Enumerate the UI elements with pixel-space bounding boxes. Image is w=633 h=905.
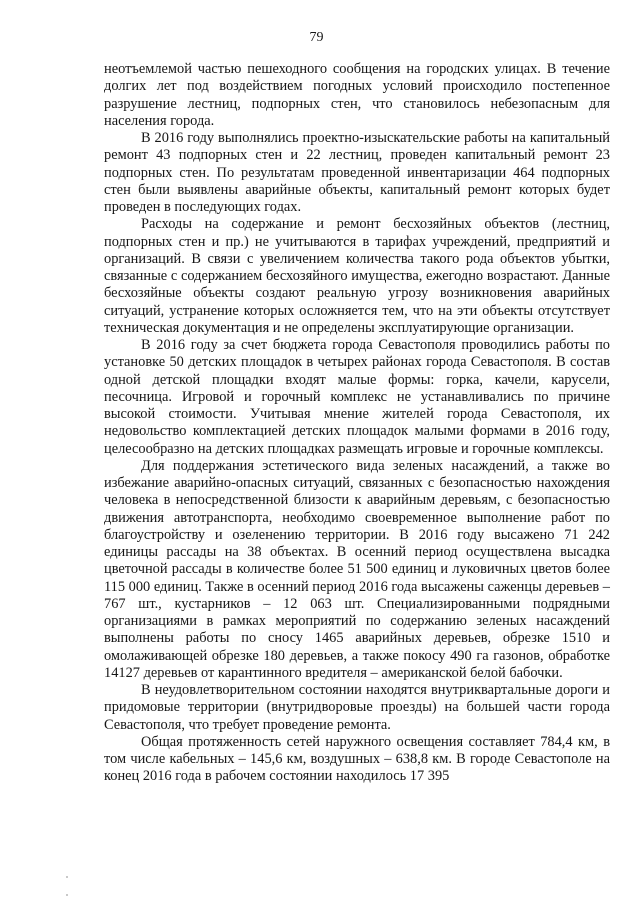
paragraph-retaining-walls-2016: В 2016 году выполнялись проектно-изыскательские работы на капитальный ремонт 43 подпорных стен и 22 лестниц, проведен капитальный ремонт 23 подпорных стен. По результатам проведенной инвентаризации 464 подпорных стен были выявлены аварийные объекты, капитальный ремонт которых будет проведен в последующих годах. <box>104 130 610 215</box>
paragraph-ownerless-objects: Расходы на содержание и ремонт бесхозяйных объектов (лестниц, подпорных стен и пр.) не учитываются в тарифах учреждений, предприятий и организаций. В связи с увеличением количества такого рода объектов убытки, связанные с содержанием бесхозяйного имущества, ежегодно возрастают. Данные бесхозяйные объекты создают реальную угрозу возникновения аварийных ситуаций, устранение которых осложняется тем, что на эти объекты отсутствует техническая документация и не определены эксплуатирующие организации. <box>104 216 610 336</box>
paragraph-stairs-continuation: неотъемлемой частью пешеходного сообщения на городских улицах. В течение долгих лет под воздействием погодных условий происходило постепенное разрушение лестниц, подпорных стен, что становилось небезопасным для населения города. <box>104 61 610 129</box>
scan-speck <box>66 876 68 878</box>
paragraph-green-spaces: Для поддержания эстетического вида зеленых насаждений, а также во избежание аварийно-опасных ситуаций, связанных с безопасностью нахождения человека в непосредственной близости к аварийным деревьям, с безопасностью движения автотранспорта, необходимо своевременное выполнение работ по благоустройству и озеленению территории. В 2016 году высажено 71 242 единицы рассады на 38 объектах. В осенний период осуществлена высадка цветочной рассады в количестве более 51 500 единиц и луковичных цветов более 115 000 единиц. Также в осенний период 2016 года высажены саженцы деревьев – 767 шт., кустарников – 12 063 шт. Специализированными подрядными организациями в рамках мероприятий по содержанию зеленых насаждений выполнены работы по сносу 1465 аварийных деревьев, обрезке 1510 и омолаживающей обрезке 180 деревьев, а также покосу 490 га газонов, обработке 14127 деревьев от карантинного вредителя – американской белой бабочки. <box>104 457 610 681</box>
scan-speck <box>66 894 68 896</box>
paragraph-playgrounds: В 2016 году за счет бюджета города Севастополя проводились работы по установке 50 детских площадок в четырех районах города Севастополя. В состав одной детской площадки входят малые формы: горка, качели, карусели, песочница. Игровой и горочный комплекс не устанавливались по причине высокой стоимости. Учитывая мнение жителей города Севастополя, их недовольство комплектацией детских площадок малыми формами в 2016 году, целесообразно на детских площадках размещать игровые и горочные комплексы. <box>104 337 610 457</box>
page-number: 79 <box>309 30 324 45</box>
document-body <box>104 61 610 786</box>
paragraph-roads: В неудовлетворительном состоянии находятся внутриквартальные дороги и придомовые территории (внутридворовые проезды) на большей части города Севастополя, что требует проведение ремонта. <box>104 682 610 733</box>
paragraph-street-lighting: Общая протяженность сетей наружного освещения составляет 784,4 км, в том числе кабельных – 145,6 км, воздушных – 638,8 км. В городе Севастополе на конец 2016 года в рабочем состоянии находилось 17 395 <box>104 733 610 785</box>
